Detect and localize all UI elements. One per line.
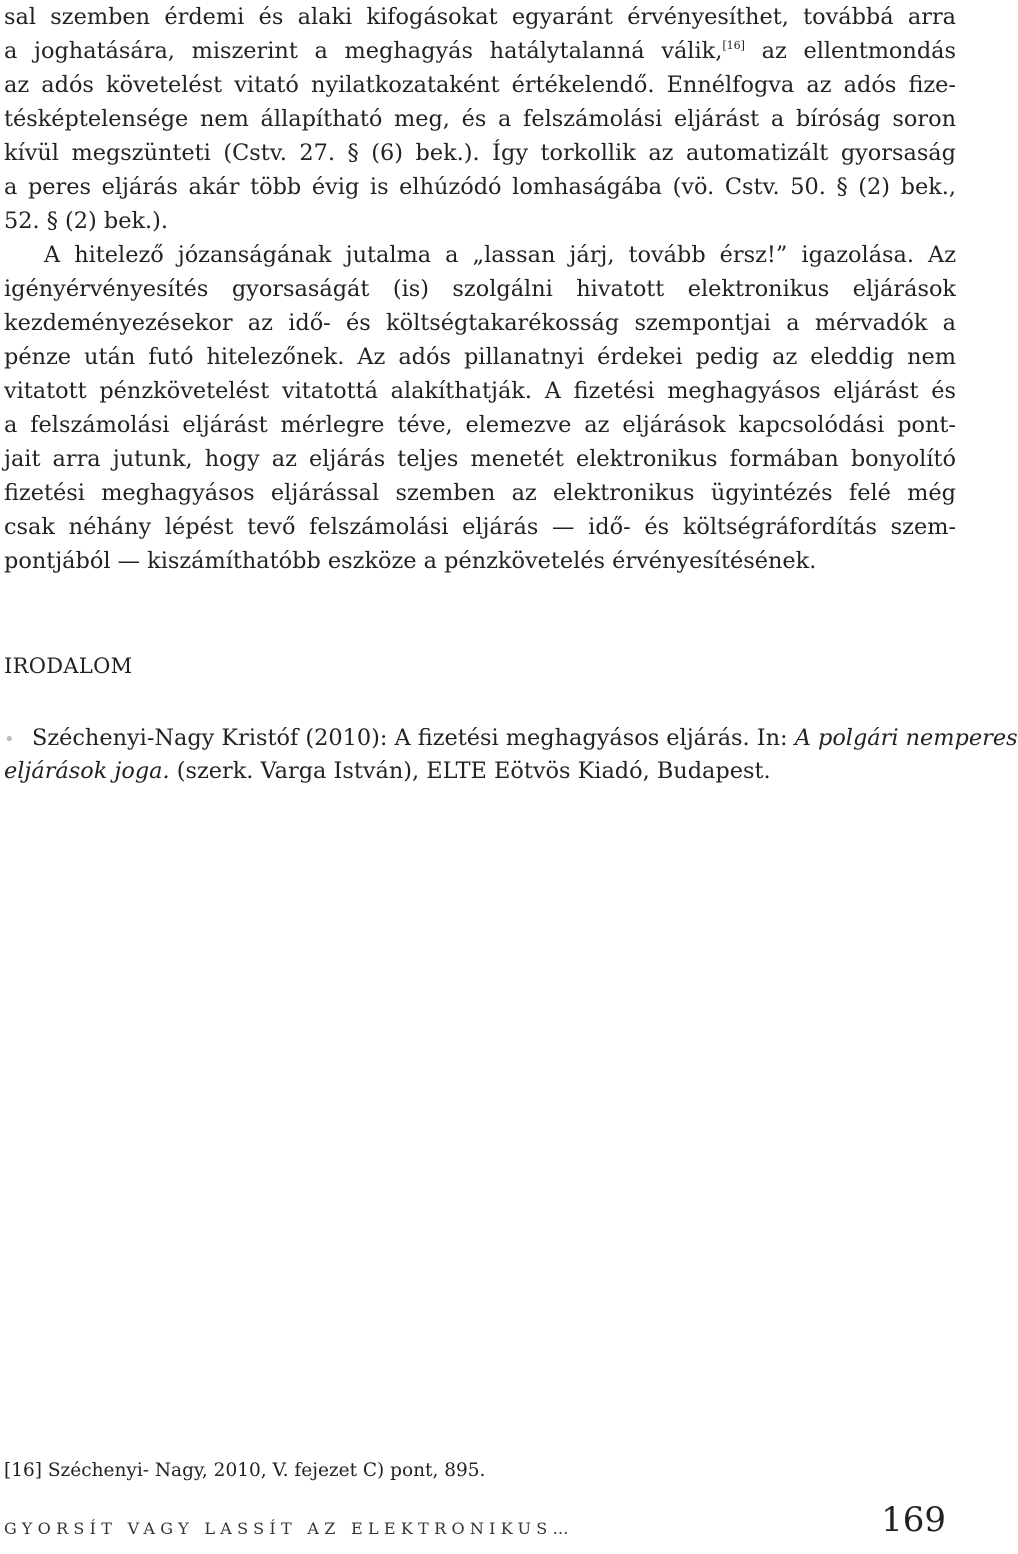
section-heading: IRODALOM [4, 654, 133, 678]
body-line: kezdeményezésekor az idő- és költségtakarékosság szempontjai a mérvadók a [4, 310, 956, 336]
body-line: pénze után futó hitelezőnek. Az adós pillanatnyi érdekei pedig az eleddig nem [4, 344, 956, 370]
bibliography-line [4, 722, 1018, 755]
footnote-ref[interactable]: [16] [722, 39, 745, 52]
body-line: sal szemben érdemi és alaki kifogásokat egyaránt érvényesíthet, továbbá arra [4, 4, 956, 30]
body-line: tésképtelensége nem állapítható meg, és a felszámolási eljárást a bíróság soron [4, 106, 956, 132]
bibliography-text: (szerk. Varga István), ELTE Eötvös Kiadó, Budapest. [169, 758, 771, 784]
bibliography-text: Széchenyi-Nagy Kristóf (2010): A fizetési meghagyásos eljárás. In: [32, 725, 795, 751]
body-line: az adós követelést vitató nyilatkozataként értékelendő. Ennélfogva az adós fize- [4, 72, 956, 98]
page-number: 169 [881, 1500, 946, 1540]
body-line: kívül megszünteti (Cstv. 27. § (6) bek.). Így torkollik az automatizált gyorsaság [4, 140, 956, 166]
body-line: vitatott pénzkövetelést vitatottá alakíthatják. A fizetési meghagyásos eljárást és [4, 378, 956, 404]
body-line: a felszámolási eljárást mérlegre téve, elemezve az eljárások kapcsolódási pont- [4, 412, 956, 438]
body-line-part: a joghatására, miszerint a meghagyás hatálytalanná válik, [4, 38, 723, 64]
body-line: fizetési meghagyásos eljárással szemben az elektronikus ügyintézés felé még [4, 480, 956, 506]
body-line: pontjából — kiszámíthatóbb eszköze a pénzkövetelés érvényesítésének. [4, 548, 817, 574]
bibliography-entry [4, 722, 1018, 788]
bibliography-book-title: A polgári nemperes [794, 725, 1018, 751]
running-title: GYORSÍT VAGY LASSÍT AZ ELEKTRONIKUS… [4, 1519, 574, 1538]
footnote: [16] Széchenyi- Nagy, 2010, V. fejezet C) pont, 895. [4, 1460, 486, 1481]
bibliography-book-title: eljárások joga. [4, 758, 170, 784]
body-text [4, 0, 956, 578]
body-line: 52. § (2) bek.). [4, 208, 168, 234]
body-line: a peres eljárás akár több évig is elhúzódó lomhaságába (vö. Cstv. 50. § (2) bek., [4, 174, 956, 200]
body-line: jait arra jutunk, hogy az eljárás teljes menetét elektronikus formában bonyolító [4, 446, 956, 472]
body-line: igényérvényesítés gyorsaságát (is) szolgálni hivatott elektronikus eljárások [4, 276, 956, 302]
bibliography-line [4, 755, 956, 788]
body-line: A hitelező józanságának jutalma a „lassan járj, tovább érsz!” igazolása. Az [44, 242, 956, 268]
body-line: csak néhány lépést tevő felszámolási eljárás — idő- és költségráfordítás szem- [4, 514, 956, 540]
body-line [4, 34, 956, 68]
body-line-part: az ellentmondás [744, 38, 956, 64]
bullet-icon: • [4, 729, 15, 750]
